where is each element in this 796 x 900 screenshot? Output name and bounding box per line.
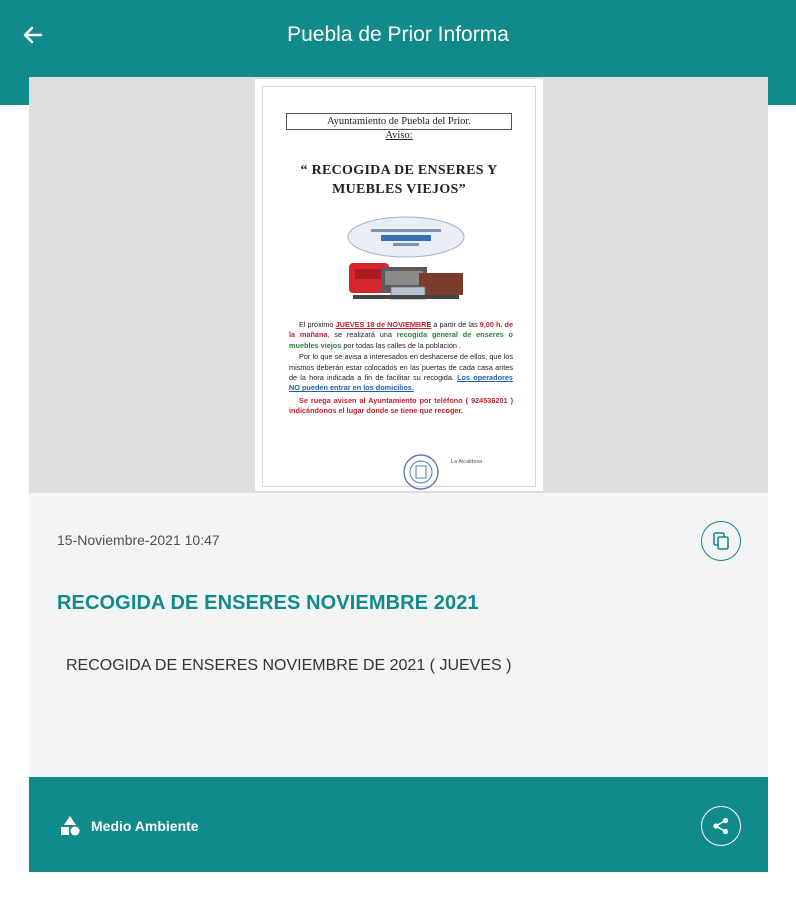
news-image-area[interactable] bbox=[29, 77, 768, 493]
poster-highlight: recogida general de enseres o muebles viejos bbox=[289, 330, 513, 350]
copy-button[interactable] bbox=[701, 521, 741, 561]
post-date: 15-Noviembre-2021 10:47 bbox=[57, 532, 220, 548]
copy-icon bbox=[711, 531, 731, 551]
poster-title bbox=[263, 161, 535, 199]
poster-header: Ayuntamiento de Puebla del Prior. bbox=[286, 113, 512, 130]
poster-warning: Los operadores NO pueden entrar en los domicilios. bbox=[289, 373, 513, 393]
post-body: RECOGIDA DE ENSERES NOVIEMBRE DE 2021 ( JUEVES ) bbox=[66, 657, 512, 674]
poster-text: por todas las calles de la población . bbox=[341, 340, 461, 350]
poster-text: Por lo que se avisa a interesados en deshacerse de ellos, que los mismos deberán estar colocados en las puertas de cada casa antes de la hora indicada a fin de facilitar su recogida. bbox=[289, 352, 513, 383]
poster-title-line2: MUEBLES VIEJOS” bbox=[332, 182, 466, 197]
stamp-seal bbox=[401, 452, 441, 492]
category-label: Medio Ambiente bbox=[91, 818, 199, 834]
card-footer bbox=[29, 777, 768, 872]
poster-aviso: Aviso: bbox=[385, 130, 413, 141]
poster-paragraph-3: Se ruega avisen al Ayuntamiento por teléfono ( 924536201 ) indicándonos el lugar donde se tiene que recoger. bbox=[289, 395, 513, 416]
news-card bbox=[29, 77, 768, 872]
post-title: RECOGIDA DE ENSERES NOVIEMBRE 2021 bbox=[57, 592, 479, 614]
poster-date: JUEVES 18 de NOVIEMBRE bbox=[335, 320, 432, 329]
shapes-icon bbox=[59, 815, 81, 837]
share-icon bbox=[711, 816, 731, 836]
poster-text: El próximo bbox=[299, 320, 336, 329]
poster-paragraph-2 bbox=[289, 352, 513, 394]
share-button[interactable] bbox=[701, 806, 741, 846]
poster-title-line1: “ RECOGIDA DE ENSERES Y bbox=[300, 163, 498, 178]
poster-document bbox=[262, 86, 536, 487]
poster-image bbox=[255, 79, 543, 491]
poster-time: 9,00 h. de la mañana bbox=[289, 320, 514, 340]
poster-signature: La Alcaldesa bbox=[451, 459, 483, 465]
poster-text: , se realizará una bbox=[327, 330, 397, 340]
poster-text: a partir de las bbox=[431, 320, 480, 329]
poster-paragraph-1 bbox=[289, 320, 513, 351]
poster-body bbox=[289, 320, 513, 417]
app-title: Puebla de Prior Informa bbox=[287, 23, 509, 46]
furniture-illustration bbox=[341, 215, 471, 307]
category-tag[interactable] bbox=[59, 815, 199, 837]
